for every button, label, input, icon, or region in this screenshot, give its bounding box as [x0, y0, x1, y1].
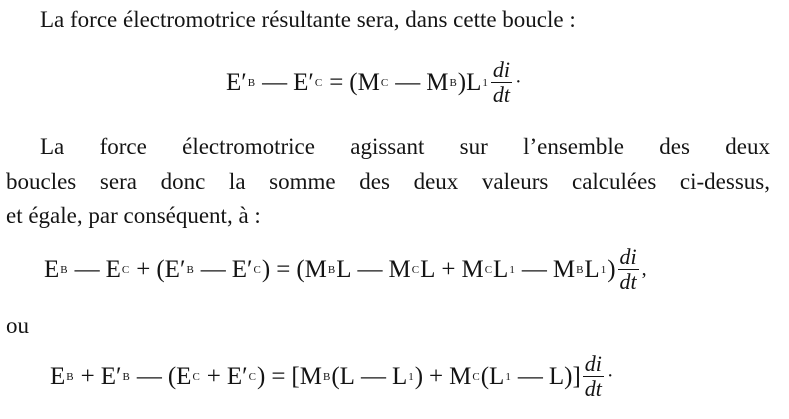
eq2-sub: C	[121, 263, 130, 276]
eq1-fraction-numerator: di	[492, 57, 511, 82]
text-intro: La force électromotrice résultante sera, dans cette boucle :	[40, 7, 576, 32]
eq1-term: (M	[349, 68, 380, 96]
eq3-sub: C	[192, 370, 200, 383]
eq2-term: )	[261, 255, 271, 283]
eq3-term: E	[50, 362, 66, 390]
eq2-term: M	[461, 255, 484, 283]
eq2-fraction	[618, 245, 639, 294]
equation-1	[226, 58, 522, 107]
eq1-end-mark: ·	[515, 71, 522, 93]
eq3-term: (L	[331, 362, 355, 390]
eq2-term: )	[607, 255, 616, 283]
eq1-fraction	[491, 58, 512, 107]
eq1-fraction-denominator: dt	[492, 82, 511, 107]
eq3-sub: B	[322, 370, 331, 383]
eq2-term: L	[336, 255, 352, 283]
eq2-fraction-denominator: dt	[619, 269, 637, 294]
eq3-term: E′	[100, 362, 122, 390]
eq2-term: (M	[296, 255, 327, 283]
paragraph-line	[40, 133, 770, 161]
eq3-op: —	[517, 362, 543, 390]
eq2-term: M	[552, 255, 576, 283]
eq2-term: E′	[231, 255, 253, 283]
eq3-fraction-denominator: dt	[584, 376, 602, 401]
equation-2	[44, 245, 647, 294]
eq3-term: [M	[291, 362, 322, 390]
eq3-equals: =	[271, 362, 286, 390]
eq1-term: )L	[457, 68, 482, 96]
eq1-op: —	[262, 68, 288, 96]
eq3-term: M	[449, 362, 472, 390]
eq3-op: +	[206, 362, 221, 390]
eq2-term: L	[493, 255, 509, 283]
eq1-sub: C	[380, 76, 389, 89]
paragraph-line	[6, 168, 770, 196]
eq2-sub: C	[411, 263, 420, 276]
eq2-op: —	[74, 255, 100, 283]
eq2-sub: C	[484, 263, 493, 276]
eq3-op: +	[429, 362, 444, 390]
eq1-term: E′	[293, 68, 314, 96]
eq2-op: +	[441, 255, 456, 283]
eq3-end-mark: ·	[606, 365, 614, 387]
eq3-sub: 1	[505, 370, 511, 383]
eq1-equals: =	[329, 68, 344, 96]
eq2-term: L	[584, 255, 600, 283]
text-ou: ou	[6, 313, 29, 338]
eq1-sub: C	[314, 76, 323, 89]
eq3-term: L	[391, 362, 408, 390]
eq3-op: —	[136, 362, 162, 390]
eq2-op: —	[200, 255, 226, 283]
eq2-term: (E′	[156, 255, 186, 283]
eq1-term: M	[426, 68, 449, 96]
eq2-equals: =	[276, 255, 291, 283]
eq3-fraction-numerator: di	[584, 351, 602, 376]
eq2-sub: 1	[600, 263, 607, 276]
eq2-fraction-numerator: di	[619, 244, 637, 269]
eq3-sub: C	[248, 370, 256, 383]
eq2-sub: B	[186, 263, 194, 276]
eq3-fraction	[583, 352, 604, 401]
eq3-op: +	[80, 362, 95, 390]
eq2-term: E	[105, 255, 121, 283]
eq3-sub: 1	[408, 370, 414, 383]
eq2-op: —	[357, 255, 383, 283]
eq3-sub: C	[472, 370, 480, 383]
eq2-sub: 1	[509, 263, 515, 276]
eq1-sub: B	[247, 76, 256, 89]
eq2-sub: B	[327, 263, 336, 276]
eq1-op: —	[395, 68, 421, 96]
eq2-term: L	[420, 255, 436, 283]
eq2-sub: B	[576, 263, 584, 276]
text-line: et égale, par conséquent, à :	[6, 203, 261, 228]
eq3-term: L)]	[548, 362, 581, 390]
paragraph-line-ou	[6, 312, 770, 340]
eq3-term: )	[414, 362, 424, 390]
eq3-term: )	[256, 362, 266, 390]
eq2-op: +	[136, 255, 151, 283]
eq3-term: (E	[167, 362, 192, 390]
eq1-term: E′	[226, 68, 247, 96]
eq3-sub: B	[122, 370, 130, 383]
paragraph-line	[6, 202, 770, 230]
eq2-sub: C	[253, 263, 261, 276]
eq3-sub: B	[66, 370, 74, 383]
paragraph-line-intro	[40, 6, 740, 34]
equation-3	[50, 352, 614, 401]
eq3-term: E′	[226, 362, 248, 390]
text-line: boucles sera donc la somme des deux valeurs calculées ci-dessus,	[6, 169, 770, 194]
eq2-term: E	[44, 255, 60, 283]
eq1-sub: B	[449, 76, 457, 89]
eq2-term: M	[388, 255, 411, 283]
eq2-end-mark: ,	[641, 258, 647, 280]
eq2-sub: B	[60, 263, 68, 276]
eq1-sub: 1	[482, 76, 488, 89]
eq3-op: —	[360, 362, 386, 390]
eq3-term: (L	[480, 362, 505, 390]
eq2-op: —	[521, 255, 547, 283]
text-line: La force électromotrice agissant sur l’ensemble des deux	[40, 134, 770, 159]
